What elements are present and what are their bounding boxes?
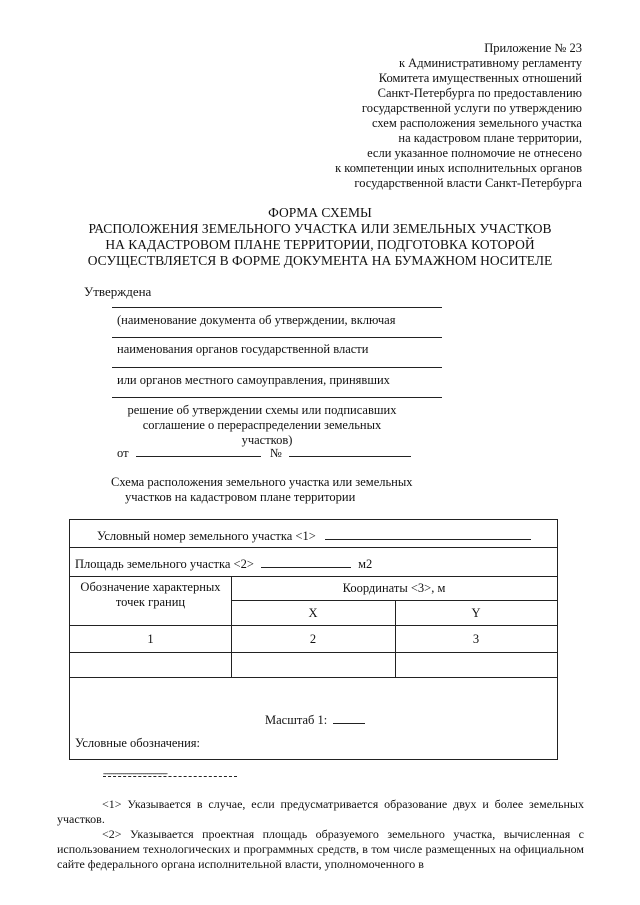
caption-line: участков на кадастровом плане территории [125,490,356,504]
title-line: РАСПОЛОЖЕНИЯ ЗЕМЕЛЬНОГО УЧАСТКА ИЛИ ЗЕМЕЛЬНЫХ УЧАСТКОВ [88,221,552,236]
scheme-caption [111,475,413,505]
parcel-number-row [97,527,531,544]
col-number: 1 [147,632,154,646]
table-divider [70,547,557,548]
title-line: НА КАДАСТРОВОМ ПЛАНЕ ТЕРРИТОРИИ, ПОДГОТОВКА КОТОРОЙ [105,237,535,252]
col-y-header: Y [471,606,481,620]
approval-hint-line: решение об утверждении схемы или подписавших [127,403,397,417]
parcel-number-field[interactable] [325,527,531,540]
approval-hint: наименования органов государственной власти [117,342,369,356]
parcel-number-label: Условный номер земельного участка <1> [97,529,316,543]
table-cell[interactable] [70,652,231,677]
caption-line: Схема расположения земельного участка или земельных [111,475,413,489]
approval-hint-line: соглашение о перераспределении земельных [142,418,382,432]
number-label: № [269,446,282,460]
points-header: Обозначение характерных точек границ [80,580,221,609]
scale-field[interactable] [333,711,365,724]
col-number: 2 [309,632,317,646]
footnote-separator [103,768,237,778]
header-line: схем расположения земельного участка [371,116,582,130]
col-number: 3 [472,632,480,646]
header-line: к Административному регламенту [398,56,582,70]
parcel-area-label: Площадь земельного участка <2> [75,557,254,571]
title-line: ФОРМА СХЕМЫ [268,205,372,220]
fill-line[interactable] [112,397,442,398]
parcel-area-row [75,555,372,572]
parcel-area-field[interactable] [261,555,351,568]
scale-row [265,711,365,728]
table-divider [70,677,557,678]
form-title [0,205,640,269]
header-line: к компетенции иных исполнительных органов [335,161,582,175]
col-x-header: X [308,606,318,620]
scale-label: Масштаб 1: [265,713,328,727]
date-number-row [117,444,411,461]
footnotes [57,797,584,872]
table-divider [70,576,557,577]
footnote-2: <2> Указывается проектная площадь образуемого земельного участка, вычисленная с использованием технологических и программных средств, в том числе размещенных на официальном сайте федерального органа исполнительной власти, уполномоченного в [57,827,584,871]
footnote-1: <1> Указывается в случае, если предусматривается образование двух и более земельных участков. [57,797,584,826]
date-label: от [117,446,129,460]
fill-line[interactable] [112,307,442,308]
header-line: Санкт-Петербурга по предоставлению [377,86,582,100]
approval-hint: (наименование документа об утверждении, включая [117,313,396,327]
parcel-area-unit: м2 [358,557,373,571]
header-line: Приложение № 23 [484,41,582,55]
fill-line[interactable] [112,367,442,368]
header-line: государственной услуги по утверждению [361,101,582,115]
title-line: ОСУЩЕСТВЛЯЕТСЯ В ФОРМЕ ДОКУМЕНТА НА БУМАЖНОМ НОСИТЕЛЕ [87,253,553,268]
header-line: если указанное полномочие не отнесено [367,146,582,160]
header-line: на кадастровом плане территории, [398,131,582,145]
table-divider [231,600,557,601]
fill-line[interactable] [112,337,442,338]
number-field[interactable] [289,444,411,457]
header-line: государственной власти Санкт-Петербурга [354,176,582,190]
scheme-table [69,519,558,760]
approval-hint-line: участков) [241,433,293,447]
approval-hint [117,403,407,448]
approval-hint: или органов местного самоуправления, принявших [117,373,390,387]
appendix-header [335,41,582,191]
date-field[interactable] [136,444,261,457]
footnote-separator-text: -------------------------------- [103,768,167,778]
table-divider [70,625,557,626]
legend-label: Условные обозначения: [75,736,201,750]
header-line: Комитета имущественных отношений [378,71,582,85]
table-cell[interactable] [395,652,557,677]
coords-header: Координаты <3>, м [342,581,446,595]
approved-label: Утверждена [84,284,152,299]
table-cell[interactable] [231,652,395,677]
